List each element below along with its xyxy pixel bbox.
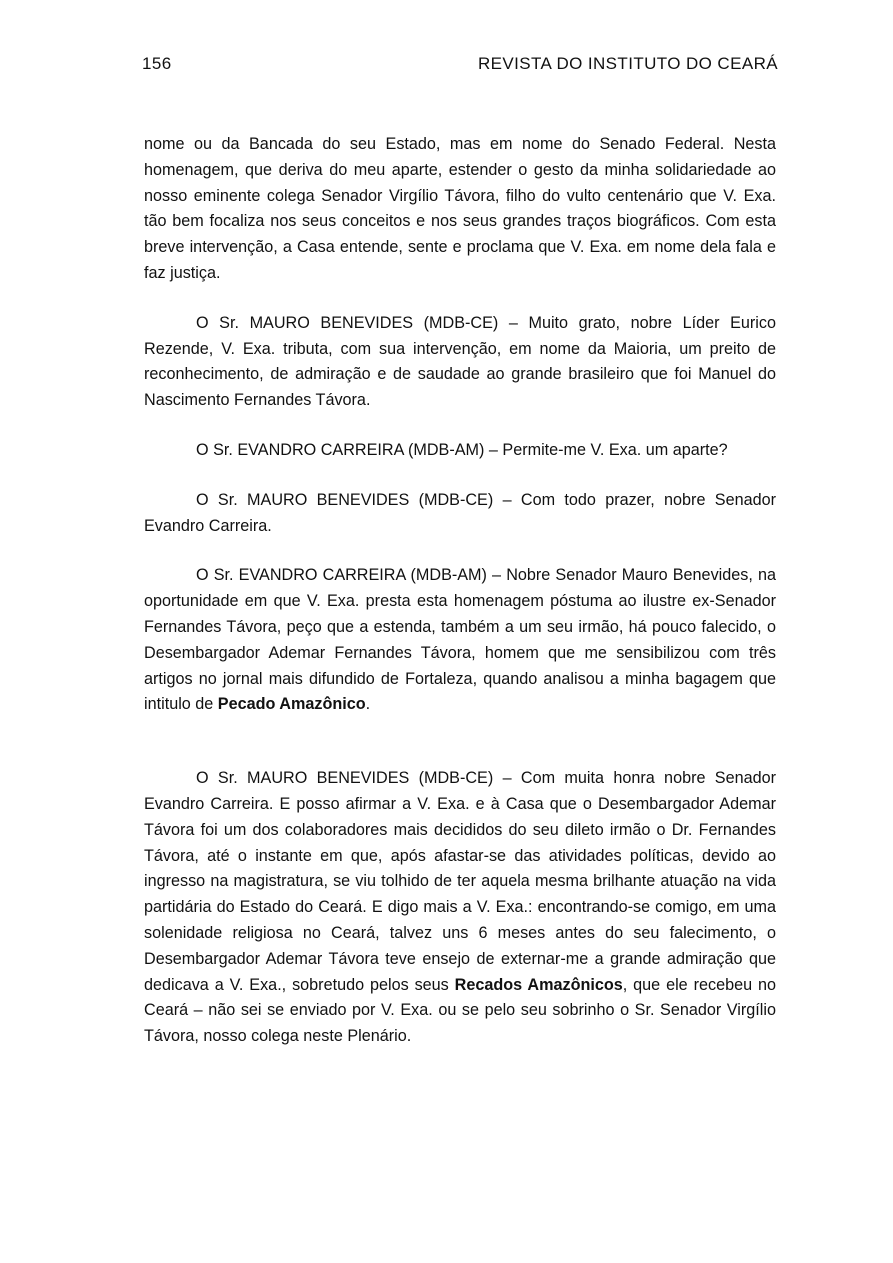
paragraph-mauro-response-1: O Sr. MAURO BENEVIDES (MDB-CE) – Muito grato, nobre Líder Eurico Rezende, V. Exa. tributa, com sua intervenção, em nome da Maioria, um preito de reconhecimento, de admiração e de saudade ao grande brasileiro que foi Manuel do Nascimento Fernandes Távora. xyxy=(144,313,776,410)
paragraph-mauro-response-3 xyxy=(144,766,776,1050)
paragraph-continuation: nome ou da Bancada do seu Estado, mas em nome do Senado Federal. Nesta homenagem, que deriva do meu aparte, estender o gesto da minha solidariedade ao nosso eminente colega Senador Virgílio Távora, filho do vulto centenário que V. Exa. tão bem focaliza nos seus conceitos e nos seus grandes traços biográficos. Com esta breve intervenção, a Casa entende, sente e proclama que V. Exa. em nome dela fala e faz justiça. xyxy=(144,135,776,282)
page-header xyxy=(142,54,778,80)
document-body xyxy=(144,132,776,1050)
recados-amazonicos-title: Recados Amazônicos xyxy=(454,975,623,994)
paragraph-evandro-aparte xyxy=(144,563,776,718)
mauro-response-end: , que ele recebeu no Ceará – não sei se enviado por V. Exa. ou se pelo seu sobrinho o Sr. Senador Virgílio Távora, nosso colega neste Plenário. xyxy=(144,975,776,1046)
mauro-response-text: O Sr. MAURO BENEVIDES (MDB-CE) – Com muita honra nobre Senador Evandro Carreira. E posso afirmar a V. Exa. e à Casa que o Desembargador Ademar Távora foi um dos colaboradores mais decididos do seu dileto irmão o Dr. Fernandes Távora, até o instante em que, após afastar-se das atividades políticas, devido ao ingresso na magistratura, se viu tolhido de ter aquela mesma brilhante atuação na vida partidária do Estado do Ceará. E digo mais a V. Exa.: encontrando-se comigo, em uma solenidade religiosa no Ceará, talvez uns 6 meses antes do seu falecimento, o Desembargador Ademar Távora teve ensejo de externar-me a grande admiração que dedicava a V. Exa., sobretudo pelos seus xyxy=(144,769,776,994)
paragraph-mauro-response-2: O Sr. MAURO BENEVIDES (MDB-CE) – Com todo prazer, nobre Senador Evandro Carreira. xyxy=(144,490,776,535)
paragraph-evandro-request: O Sr. EVANDRO CARREIRA (MDB-AM) – Permite-me V. Exa. um aparte? xyxy=(196,440,728,459)
evandro-aparte-text: O Sr. EVANDRO CARREIRA (MDB-AM) – Nobre Senador Mauro Benevides, na oportunidade em que V. Exa. presta esta homenagem póstuma ao ilustre ex-Senador Fernandes Távora, peço que a estenda, também a um seu irmão, há pouco falecido, o Desembargador Ademar Fernandes Távora, homem que me sensibilizou com três artigos no jornal mais difundido de Fortaleza, quando analisou a minha bagagem que intitulo de xyxy=(144,566,776,714)
page-number: 156 xyxy=(142,54,172,73)
running-title: REVISTA DO INSTITUTO DO CEARÁ xyxy=(477,54,778,73)
pecado-amazonico-title: Pecado Amazônico xyxy=(217,695,366,714)
evandro-aparte-end: . xyxy=(365,695,371,714)
